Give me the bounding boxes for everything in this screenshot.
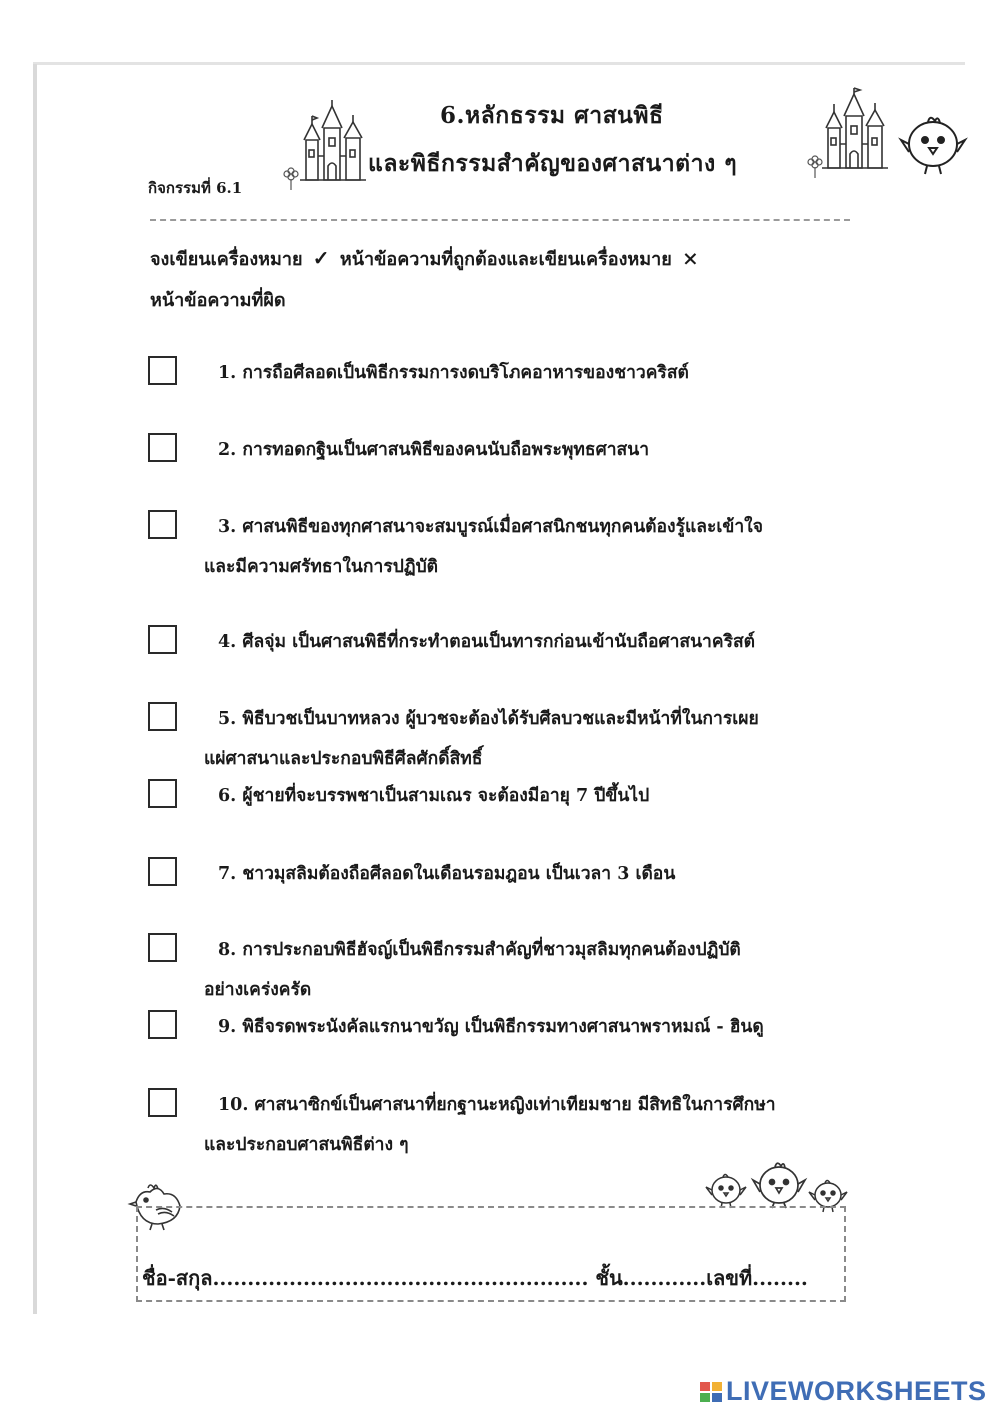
question-text: 1. การถือศีลอดเป็นพิธีกรรมการงดบริโภคอาหารของชาวคริสต์ [218,363,689,383]
worksheet-subtitle: และพิธีกรรมสำคัญของศาสนาต่าง ๆ [368,150,738,177]
flower-icon [806,152,824,178]
instructions-text: หน้าข้อความที่ถูกต้องและเขียนเครื่องหมาย [339,249,672,270]
instructions-line2: หน้าข้อความที่ผิด [150,290,286,311]
instructions-text: จงเขียนเครื่องหมาย [150,249,303,270]
bird-icon [752,1158,806,1208]
castle-icon [822,88,888,170]
answer-checkbox[interactable] [148,857,177,886]
answer-checkbox[interactable] [148,356,177,385]
question-text-continued: แผ่ศาสนาและประกอบพิธีศีลศักดิ์สิทธิ์ [204,749,483,769]
question-text: 8. การประกอบพิธีฮัจญ์เป็นพิธีกรรมสำคัญที่ชาวมุสลิมทุกคนต้องปฏิบัติ [218,940,741,960]
student-name-line[interactable]: ชื่อ-สกุล...................................................... ชั้น............เลขที่........ [142,1266,808,1290]
question-text: 2. การทอดกฐินเป็นศาสนพิธีของคนนับถือพระพุทธศาสนา [218,440,650,460]
answer-checkbox[interactable] [148,433,177,462]
answer-checkbox[interactable] [148,1088,177,1117]
answer-checkbox[interactable] [148,933,177,962]
cross-icon: × [682,246,699,270]
answer-checkbox[interactable] [148,702,177,731]
instructions-line1 [150,244,703,273]
bird-icon [900,112,966,176]
worksheet-title: 6.หลักธรรม ศาสนพิธี [440,102,664,129]
question-text-continued: และประกอบศาสนพิธีต่าง ๆ [204,1135,409,1155]
answer-checkbox[interactable] [148,510,177,539]
activity-label: กิจกรรมที่ 6.1 [148,179,243,197]
question-text: 10. ศาสนาซิกข์เป็นศาสนาที่ยกฐานะหญิงเท่าเทียมชาย มีสิทธิในการศึกษา [218,1095,776,1115]
question-text: 9. พิธีจรดพระนังคัลแรกนาขวัญ เป็นพิธีกรรมทางศาสนาพราหมณ์ - ฮินดู [218,1017,764,1037]
answer-checkbox[interactable] [148,779,177,808]
question-text: 7. ชาวมุสลิมต้องถือศีลอดในเดือนรอมฎอน เป็นเวลา 3 เดือน [218,864,676,884]
question-text: 3. ศาสนพิธีของทุกศาสนาจะสมบูรณ์เมื่อศาสนิกชนทุกคนต้องรู้และเข้าใจ [218,517,763,537]
liveworksheets-icon [700,1380,722,1404]
question-text: 5. พิธีบวชเป็นบาทหลวง ผู้บวชจะต้องได้รับศีลบวชและมีหน้าที่ในการเผย [218,709,759,729]
question-text: 6. ผู้ชายที่จะบรรพชาเป็นสามเณร จะต้องมีอายุ 7 ปีขึ้นไป [218,786,650,806]
flower-icon [282,164,300,190]
answer-checkbox[interactable] [148,625,177,654]
liveworksheets-wordmark: LIVEWORKSHEETS [726,1376,987,1406]
castle-icon [300,100,366,182]
liveworksheets-logo [700,1376,987,1407]
question-text-continued: และมีความศรัทธาในการปฏิบัติ [204,557,439,577]
divider [150,219,850,221]
question-text-continued: อย่างเคร่งครัด [204,980,312,1000]
question-text: 4. ศีลจุ่ม เป็นศาสนพิธีที่กระทำตอนเป็นทารกก่อนเข้านับถือศาสนาคริสต์ [218,632,756,652]
page-top-border [33,62,965,65]
bird-icon [706,1170,746,1208]
check-icon: ✓ [312,246,330,270]
answer-checkbox[interactable] [148,1010,177,1039]
page-left-border [33,64,37,1314]
